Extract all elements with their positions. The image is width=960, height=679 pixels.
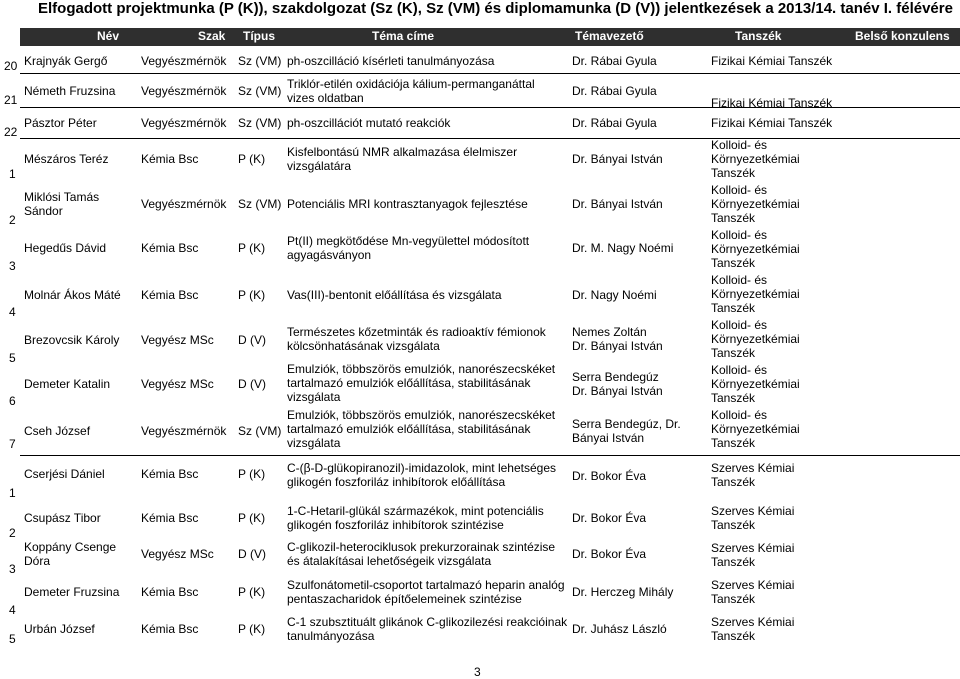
cell-tipus: Sz (VM) bbox=[238, 424, 282, 438]
cell-tipus: P (K) bbox=[238, 622, 266, 636]
cell-tanszek: Fizikai Kémiai Tanszék bbox=[711, 96, 833, 110]
row-divider bbox=[20, 73, 960, 74]
cell-vezeto: Dr. Juhász László bbox=[572, 622, 667, 636]
cell-szak: Vegyész MSc bbox=[141, 333, 214, 347]
cell-tema: Kisfelbontású NMR alkalmazása élelmiszer vizsgálatára bbox=[287, 145, 518, 173]
cell-vezeto: Dr. Rábai Gyula bbox=[572, 84, 657, 98]
row-number: 4 bbox=[9, 603, 16, 617]
cell-tipus: P (K) bbox=[238, 511, 266, 525]
cell-tanszek: Fizikai Kémiai Tanszék bbox=[711, 54, 833, 68]
cell-vezeto: Serra Bendegúz Dr. Bányai István bbox=[572, 370, 663, 398]
cell-tema: C-1 szubsztituált glikánok C-glikozilezési reakcióinak tanulmányozása bbox=[287, 615, 568, 643]
cell-tanszek: Kolloid- és Környezetkémiai Tanszék bbox=[711, 183, 800, 225]
cell-tipus: P (K) bbox=[238, 585, 266, 599]
cell-szak: Vegyészmérnök bbox=[141, 116, 227, 130]
row-number: 3 bbox=[9, 259, 16, 273]
cell-vezeto: Nemes Zoltán Dr. Bányai István bbox=[572, 325, 663, 353]
cell-szak: Kémia Bsc bbox=[141, 152, 199, 166]
cell-vezeto: Dr. Nagy Noémi bbox=[572, 288, 657, 302]
cell-vezeto: Dr. Herczeg Mihály bbox=[572, 585, 674, 599]
cell-vezeto: Dr. M. Nagy Noémi bbox=[572, 241, 674, 255]
row-number: 5 bbox=[9, 351, 16, 365]
cell-vezeto: Dr. Rábai Gyula bbox=[572, 54, 657, 68]
row-number: 2 bbox=[9, 526, 16, 540]
cell-nev: Cserjési Dániel bbox=[24, 467, 105, 481]
cell-nev: Molnár Ákos Máté bbox=[24, 288, 121, 302]
cell-tanszek: Kolloid- és Környezetkémiai Tanszék bbox=[711, 408, 800, 450]
row-number: 1 bbox=[9, 486, 16, 500]
cell-szak: Kémia Bsc bbox=[141, 511, 199, 525]
cell-nev: Németh Fruzsina bbox=[24, 84, 116, 98]
header-tanszek: Tanszék bbox=[735, 29, 782, 43]
cell-tema: Szulfonátometil-csoportot tartalmazó heparin analóg pentaszacharidok építőelemeinek szintézise bbox=[287, 578, 565, 606]
cell-tipus: P (K) bbox=[238, 152, 266, 166]
cell-vezeto: Dr. Rábai Gyula bbox=[572, 116, 657, 130]
cell-tipus: P (K) bbox=[238, 241, 266, 255]
cell-nev: Cseh József bbox=[24, 424, 91, 438]
cell-nev: Demeter Katalin bbox=[24, 377, 111, 391]
row-number: 3 bbox=[9, 562, 16, 576]
cell-tema: Potenciális MRI kontrasztanyagok fejlesztése bbox=[287, 197, 528, 211]
cell-nev: Csupász Tibor bbox=[24, 511, 101, 525]
cell-szak: Kémia Bsc bbox=[141, 585, 199, 599]
cell-tema: Emulziók, többszörös emulziók, nanorészecskéket tartalmazó emulziók előállítása, stabilitásának vizsgálata bbox=[287, 362, 556, 404]
cell-tipus: Sz (VM) bbox=[238, 54, 282, 68]
cell-szak: Vegyészmérnök bbox=[141, 54, 227, 68]
cell-tanszek: Kolloid- és Környezetkémiai Tanszék bbox=[711, 318, 800, 360]
row-number: 5 bbox=[9, 632, 16, 646]
header-nev: Név bbox=[97, 29, 120, 43]
row-number: 2 bbox=[9, 213, 16, 227]
cell-nev: Brezovcsik Károly bbox=[24, 333, 120, 347]
row-number: 21 bbox=[4, 93, 18, 107]
cell-tanszek: Kolloid- és Környezetkémiai Tanszék bbox=[711, 228, 800, 270]
header-vezeto: Témavezető bbox=[575, 29, 644, 43]
page-number: 3 bbox=[474, 665, 481, 679]
document-title: Elfogadott projektmunka (P (K)), szakdolgozat (Sz (K), Sz (VM) és diplomamunka (D (V)) jelentkezések a 2013/14. tanév I. félévére bbox=[38, 0, 953, 17]
header-szak: Szak bbox=[198, 29, 226, 43]
row-number: 22 bbox=[4, 125, 18, 139]
row-number: 7 bbox=[9, 437, 16, 451]
cell-vezeto: Dr. Bokor Éva bbox=[572, 469, 647, 483]
header-tema: Téma címe bbox=[372, 29, 435, 43]
cell-szak: Vegyészmérnök bbox=[141, 197, 227, 211]
cell-vezeto: Dr. Bokor Éva bbox=[572, 547, 647, 561]
cell-szak: Kémia Bsc bbox=[141, 467, 199, 481]
cell-szak: Kémia Bsc bbox=[141, 622, 199, 636]
cell-nev: Demeter Fruzsina bbox=[24, 585, 120, 599]
header-belso: Belső konzulens bbox=[855, 29, 950, 43]
cell-tanszek: Szerves Kémiai Tanszék bbox=[711, 541, 795, 569]
cell-szak: Vegyészmérnök bbox=[141, 424, 227, 438]
cell-tipus: Sz (VM) bbox=[238, 197, 282, 211]
cell-nev: Krajnyák Gergő bbox=[24, 54, 108, 68]
cell-tema: Természetes kőzetminták és radioaktív fémionok kölcsönhatásának vizsgálata bbox=[287, 325, 546, 353]
cell-nev: Urbán József bbox=[24, 622, 95, 636]
cell-szak: Vegyészmérnök bbox=[141, 84, 227, 98]
cell-nev: Pásztor Péter bbox=[24, 116, 97, 130]
cell-nev: Hegedűs Dávid bbox=[24, 241, 107, 255]
header-tipus: Típus bbox=[243, 29, 275, 43]
cell-tanszek: Szerves Kémiai Tanszék bbox=[711, 461, 795, 489]
cell-tema: Pt(II) megkötődése Mn-vegyülettel módosított agyagásványon bbox=[287, 234, 530, 262]
cell-tema: C-(β-D-glükopiranozil)-imidazolok, mint lehetséges glikogén foszforiláz inhibítorok előállítása bbox=[287, 461, 556, 489]
row-number: 4 bbox=[9, 305, 16, 319]
cell-tanszek: Kolloid- és Környezetkémiai Tanszék bbox=[711, 273, 800, 315]
cell-tanszek: Szerves Kémiai Tanszék bbox=[711, 504, 795, 532]
cell-nev: Mészáros Teréz bbox=[24, 152, 109, 166]
cell-tipus: Sz (VM) bbox=[238, 116, 282, 130]
cell-vezeto: Dr. Bányai István bbox=[572, 152, 663, 166]
cell-tema: ph-oszcillációt mutató reakciók bbox=[287, 116, 451, 130]
cell-vezeto: Serra Bendegúz, Dr. Bányai István bbox=[572, 417, 681, 445]
cell-tanszek: Kolloid- és Környezetkémiai Tanszék bbox=[711, 138, 800, 180]
cell-tipus: D (V) bbox=[238, 547, 266, 561]
row-number: 6 bbox=[9, 394, 16, 408]
cell-tipus: Sz (VM) bbox=[238, 84, 282, 98]
cell-tipus: D (V) bbox=[238, 333, 266, 347]
cell-tema: Emulziók, többszörös emulziók, nanorészecskéket tartalmazó emulziók előállítása, stabilitásának vizsgálata bbox=[287, 408, 556, 450]
cell-tipus: P (K) bbox=[238, 467, 266, 481]
cell-tanszek: Szerves Kémiai Tanszék bbox=[711, 578, 795, 606]
cell-tipus: P (K) bbox=[238, 288, 266, 302]
cell-tanszek: Kolloid- és Környezetkémiai Tanszék bbox=[711, 363, 800, 405]
row-divider bbox=[20, 455, 960, 456]
cell-tanszek: Fizikai Kémiai Tanszék bbox=[711, 116, 833, 130]
cell-tema: ph-oszcilláció kísérleti tanulmányozása bbox=[287, 54, 495, 68]
cell-nev: Koppány Csenge Dóra bbox=[24, 540, 117, 568]
cell-szak: Kémia Bsc bbox=[141, 288, 199, 302]
cell-szak: Kémia Bsc bbox=[141, 241, 199, 255]
row-number: 20 bbox=[4, 59, 18, 73]
cell-vezeto: Dr. Bányai István bbox=[572, 197, 663, 211]
cell-nev: Miklósi Tamás Sándor bbox=[24, 190, 100, 218]
cell-tanszek: Szerves Kémiai Tanszék bbox=[711, 615, 795, 643]
row-divider bbox=[20, 138, 960, 139]
cell-tema: C-glikozil-heterociklusok prekurzorainak szintézise és átalakításai lehetőségeik vizsgálata bbox=[287, 540, 556, 568]
cell-tema: 1-C-Hetaril-glükál származékok, mint potenciális glikogén foszforiláz inhibítorok szintézise bbox=[287, 504, 544, 532]
cell-tema: Triklór-etilén oxidációja kálium-permanganáttal vizes oldatban bbox=[287, 77, 535, 105]
cell-szak: Vegyész MSc bbox=[141, 377, 214, 391]
cell-vezeto: Dr. Bokor Éva bbox=[572, 511, 647, 525]
cell-szak: Vegyész MSc bbox=[141, 547, 214, 561]
cell-tema: Vas(III)-bentonit előállítása és vizsgálata bbox=[287, 288, 502, 302]
table-header bbox=[20, 28, 960, 46]
cell-tipus: D (V) bbox=[238, 377, 266, 391]
row-number: 1 bbox=[9, 167, 16, 181]
